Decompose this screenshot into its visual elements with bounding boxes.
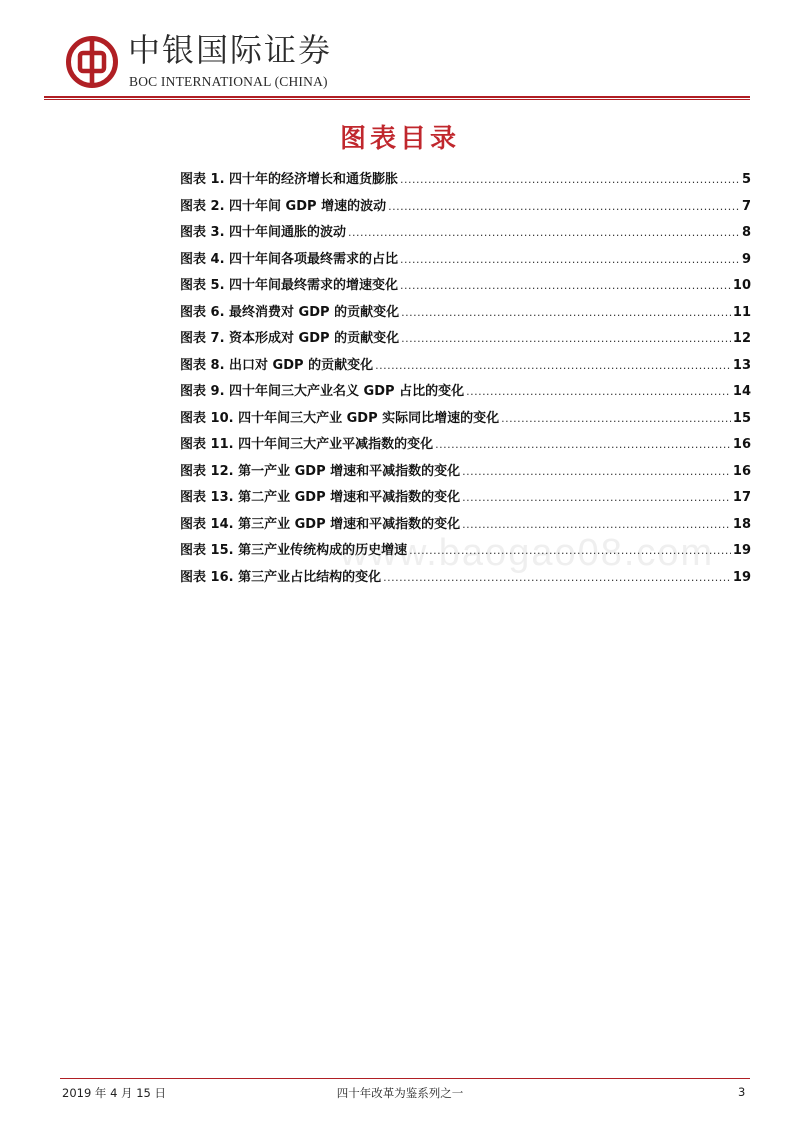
toc-entry[interactable] xyxy=(180,407,751,434)
toc-dot-leader xyxy=(375,359,731,372)
toc-entry[interactable] xyxy=(180,168,751,195)
toc-entry[interactable] xyxy=(180,221,751,248)
toc-entry-page[interactable]: 8 xyxy=(741,225,751,240)
watermark: www.baogao08.com xyxy=(340,532,715,574)
toc-entry-page[interactable]: 16 xyxy=(732,463,751,479)
toc-entry-page[interactable]: 9 xyxy=(741,251,751,267)
toc-title: 图表目录 xyxy=(339,124,460,154)
brand-name-cn: 中银国际证券 xyxy=(128,31,333,69)
toc-dot-leader xyxy=(400,279,731,292)
toc-entry-label[interactable]: 图表 15. 第三产业传统构成的历史增速 xyxy=(180,543,408,558)
toc-entry-page[interactable]: 13 xyxy=(732,357,751,373)
toc-dot-leader xyxy=(348,226,740,239)
toc-dot-leader xyxy=(462,465,731,478)
toc-entry-page[interactable]: 7 xyxy=(741,198,751,214)
toc-entry[interactable] xyxy=(180,301,751,328)
toc-dot-leader xyxy=(400,173,740,186)
toc-entry-page[interactable]: 5 xyxy=(741,172,751,187)
toc-entry-label[interactable]: 图表 8. 出口对 GDP 的贡献变化 xyxy=(180,357,374,373)
toc-dot-leader xyxy=(388,200,740,213)
toc-dot-leader xyxy=(466,385,731,398)
toc-entry-page[interactable]: 10 xyxy=(732,278,751,293)
brand-name-en: BOC INTERNATIONAL (CHINA) xyxy=(129,74,328,89)
footer-page-number: 3 xyxy=(738,1085,746,1099)
toc-entry-page[interactable]: 17 xyxy=(732,490,751,505)
toc-entry-page[interactable]: 18 xyxy=(732,516,751,532)
toc-dot-leader xyxy=(462,518,731,531)
toc-entry[interactable] xyxy=(180,195,751,222)
toc-entry-page[interactable]: 19 xyxy=(732,543,751,558)
toc-entry-page[interactable]: 11 xyxy=(732,304,751,320)
toc-dot-leader xyxy=(401,306,731,319)
toc-entry-label[interactable]: 图表 7. 资本形成对 GDP 的贡献变化 xyxy=(180,331,400,346)
toc-entry-label[interactable]: 图表 5. 四十年间最终需求的增速变化 xyxy=(180,278,399,293)
toc-list xyxy=(180,168,751,592)
toc-entry-page[interactable]: 12 xyxy=(732,331,751,346)
toc-entry[interactable] xyxy=(180,274,751,301)
toc-entry-label[interactable]: 图表 13. 第二产业 GDP 增速和平减指数的变化 xyxy=(180,490,461,505)
toc-dot-leader xyxy=(462,491,731,504)
toc-dot-leader xyxy=(501,412,731,425)
toc-entry-label[interactable]: 图表 14. 第三产业 GDP 增速和平减指数的变化 xyxy=(180,516,461,532)
header-divider xyxy=(44,96,750,98)
toc-entry-label[interactable]: 图表 11. 四十年间三大产业平减指数的变化 xyxy=(180,437,434,452)
toc-entry[interactable] xyxy=(180,354,751,381)
toc-dot-leader xyxy=(400,253,740,266)
toc-dot-leader xyxy=(401,332,731,345)
toc-entry-label[interactable]: 图表 10. 四十年间三大产业 GDP 实际同比增速的变化 xyxy=(180,410,500,426)
footer-divider xyxy=(60,1078,750,1079)
toc-entry[interactable] xyxy=(180,460,751,487)
toc-entry-label[interactable]: 图表 1. 四十年的经济增长和通货膨胀 xyxy=(180,172,399,187)
toc-entry-page[interactable]: 14 xyxy=(732,384,751,399)
toc-entry-page[interactable]: 19 xyxy=(732,569,751,585)
toc-entry-label[interactable]: 图表 6. 最终消费对 GDP 的贡献变化 xyxy=(180,304,400,320)
footer-series-title: 四十年改革为鉴系列之一 xyxy=(336,1086,464,1100)
toc-entry[interactable] xyxy=(180,380,751,407)
toc-entry-label[interactable]: 图表 4. 四十年间各项最终需求的占比 xyxy=(180,251,399,267)
toc-entry[interactable] xyxy=(180,486,751,513)
toc-entry-label[interactable]: 图表 16. 第三产业占比结构的变化 xyxy=(180,569,382,585)
toc-entry[interactable] xyxy=(180,248,751,275)
footer-date: 2019 年 4 月 15 日 xyxy=(62,1086,166,1100)
toc-entry-label[interactable]: 图表 12. 第一产业 GDP 增速和平减指数的变化 xyxy=(180,463,461,479)
toc-entry-label[interactable]: 图表 9. 四十年间三大产业名义 GDP 占比的变化 xyxy=(180,384,465,399)
toc-entry[interactable] xyxy=(180,433,751,460)
toc-entry-label[interactable]: 图表 2. 四十年间 GDP 增速的波动 xyxy=(180,198,387,214)
toc-dot-leader xyxy=(435,438,731,451)
toc-entry-page[interactable]: 15 xyxy=(732,410,751,426)
header-divider-thin xyxy=(44,99,750,100)
toc-entry-label[interactable]: 图表 3. 四十年间通胀的波动 xyxy=(180,225,347,240)
toc-entry[interactable] xyxy=(180,327,751,354)
boc-logo-icon xyxy=(66,36,118,88)
toc-entry-page[interactable]: 16 xyxy=(732,437,751,452)
